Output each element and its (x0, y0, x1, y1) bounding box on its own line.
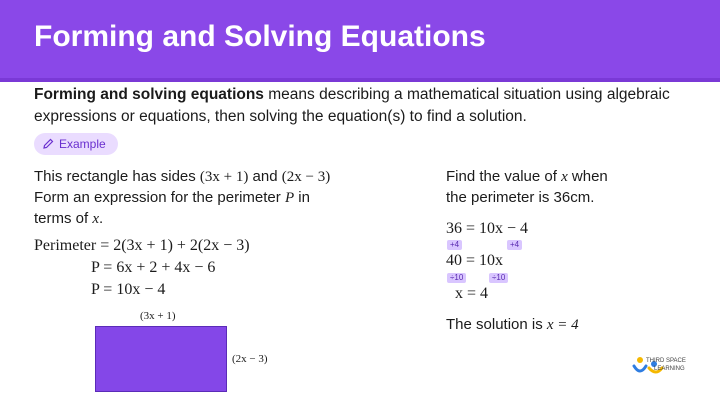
solution-text: The solution is (446, 316, 547, 333)
logo-line-1: THIRD SPACE (646, 358, 686, 364)
example-badge-label: Example (59, 137, 106, 151)
rectangle-side-label: (2x − 3) (232, 353, 268, 365)
step-badge-div10-left: ÷10 (447, 273, 466, 283)
solve-equation-2: 40 = 10x (446, 252, 504, 269)
intro-definition: means describing a mathematical situation using algebraic expressions or equations, then solving the equation(s) to find a solution. (34, 86, 670, 125)
side-one-expression: (3x + 1) (199, 169, 249, 185)
problem-line-1 (34, 166, 330, 188)
logo-line-2: LEARNING (654, 366, 685, 372)
perimeter-equation-2: P = 6x + 2 + 4x − 6 (91, 259, 216, 276)
example-badge (34, 133, 118, 155)
side-two-expression: (2x − 3) (281, 169, 331, 185)
rectangle-diagram (95, 326, 227, 392)
question-text: Find the value of (446, 168, 562, 185)
pencil-icon (42, 138, 54, 150)
solve-equation-3: x = 4 (455, 285, 489, 302)
perimeter-variable: P (284, 190, 295, 206)
step-badge-plus4-left: +4 (447, 240, 462, 250)
step-badge-div10-right: ÷10 (489, 273, 508, 283)
perimeter-equation-3: P = 10x − 4 (91, 281, 166, 298)
problem-text: terms of (34, 210, 93, 227)
problem-text: Form an expression for the perimeter (34, 189, 285, 206)
perimeter-equation-1: Perimeter = 2(3x + 1) + 2(2x − 3) (34, 237, 250, 254)
problem-text: . (99, 210, 104, 227)
solution-equation: x = 4 (546, 317, 579, 333)
header-banner (0, 0, 720, 82)
intro-bold-term: Forming and solving equations (34, 86, 264, 103)
logo-text (646, 357, 686, 373)
x-variable: x (92, 211, 100, 227)
question-line-2: the perimeter is 36cm. (446, 189, 595, 206)
problem-text: This rectangle has sides (34, 168, 200, 185)
question-text: when (567, 168, 608, 185)
page-title: Forming and Solving Equations (34, 20, 486, 53)
question-line-1 (446, 166, 608, 188)
solution-statement (446, 314, 579, 336)
x-variable: x (561, 169, 568, 185)
intro-paragraph (34, 84, 694, 128)
step-badge-plus4-right: +4 (507, 240, 522, 250)
problem-line-3 (34, 208, 103, 230)
rectangle-top-label: (3x + 1) (140, 310, 176, 322)
problem-line-2 (34, 187, 310, 209)
solve-equation-1: 36 = 10x − 4 (446, 220, 529, 237)
problem-text: in (294, 189, 310, 206)
problem-text: and (248, 168, 282, 185)
